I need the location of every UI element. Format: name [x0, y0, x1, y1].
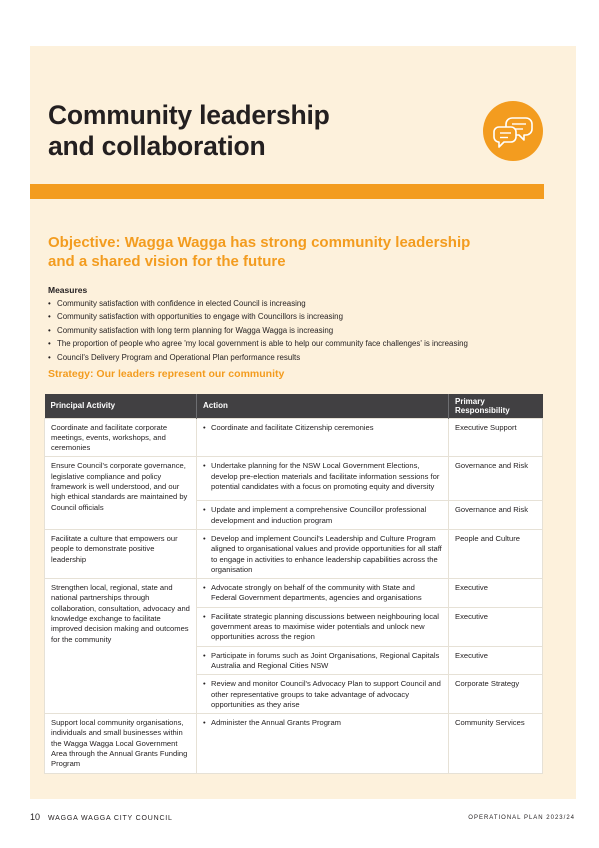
speech-bubbles-icon — [483, 101, 543, 161]
principal-activity-cell: Ensure Council's corporate governance, legislative compliance and policy framework is well understood, and our high ethical standards are maintained by Council officials — [45, 457, 197, 530]
objective-line-1: Objective: Wagga Wagga has strong community leadership — [48, 234, 471, 251]
measure-item: • The proportion of people who agree 'my local government is able to help our community face challenges' is increasing — [48, 337, 468, 350]
page-title-line-2: and collaboration — [48, 131, 266, 161]
section-badge — [483, 101, 543, 161]
responsibility-cell: Executive — [449, 607, 543, 646]
measures-heading: Measures — [48, 285, 88, 295]
action-cell: • Facilitate strategic planning discussions between neighbouring local government areas to maximise wider potentials and unlock new opportunities across the region — [197, 607, 449, 646]
action-cell: • Update and implement a comprehensive Councillor professional development and induction program — [197, 501, 449, 530]
column-header-action: Action — [197, 394, 449, 418]
page-title-line-1: Community leadership — [48, 100, 330, 130]
table-row — [45, 714, 543, 773]
strategy-heading: Strategy: Our leaders represent our community — [48, 368, 285, 380]
responsibility-cell: Executive — [449, 646, 543, 675]
table-row — [45, 579, 543, 608]
accent-divider-bar — [30, 184, 544, 199]
responsibility-cell: Executive — [449, 579, 543, 608]
principal-activity-cell: Coordinate and facilitate corporate meetings, events, workshops, and ceremonies — [45, 418, 197, 457]
strategy-table — [44, 394, 543, 774]
action-cell: • Advocate strongly on behalf of the community with State and Federal Government departments, agencies and organisations — [197, 579, 449, 608]
action-cell: • Develop and implement Council's Leadership and Culture Program aligned to organisational values and provide opportunities for all staff to engage in activities to enhance leadership capabilities across the organisation — [197, 529, 449, 578]
objective-line-2: and a shared vision for the future — [48, 253, 286, 270]
table-row — [45, 418, 543, 457]
measure-item: • Community satisfaction with opportunities to engage with Councillors is increasing — [48, 310, 468, 323]
action-cell: • Undertake planning for the NSW Local Government Elections, develop pre-election materials and facilitate information sessions for potential candidates with a focus on promoting equity and diversity — [197, 457, 449, 501]
table-row — [45, 457, 543, 501]
action-cell: • Review and monitor Council's Advocacy Plan to support Council and other representative groups to take advantage of advocacy opportunities as they arise — [197, 675, 449, 714]
responsibility-cell: Governance and Risk — [449, 501, 543, 530]
table-header-row — [45, 394, 543, 418]
measures-list — [48, 297, 468, 364]
objective-heading — [48, 233, 470, 271]
page-number: 10 — [30, 812, 41, 822]
principal-activity-cell: Support local community organisations, individuals and small businesses within the Wagga Wagga Local Government Area through the Annual Grants Funding Program — [45, 714, 197, 773]
responsibility-cell: Community Services — [449, 714, 543, 773]
principal-activity-cell: Strengthen local, regional, state and national partnerships through collaboration, consultation, advocacy and knowledge exchange to facilitate improved decision making and outcomes for the community — [45, 579, 197, 714]
principal-activity-cell: Facilitate a culture that empowers our people to demonstrate positive leadership — [45, 529, 197, 578]
responsibility-cell: Governance and Risk — [449, 457, 543, 501]
action-cell: • Administer the Annual Grants Program — [197, 714, 449, 773]
table-row — [45, 529, 543, 578]
footer-document-title: OPERATIONAL PLAN 2023/24 — [468, 815, 575, 821]
measure-item: • Community satisfaction with long term planning for Wagga Wagga is increasing — [48, 324, 468, 337]
column-header-activity: Principal Activity — [45, 394, 197, 418]
responsibility-cell: People and Culture — [449, 529, 543, 578]
page-title — [48, 100, 330, 162]
measure-item: • Community satisfaction with confidence in elected Council is increasing — [48, 297, 468, 310]
responsibility-cell: Corporate Strategy — [449, 675, 543, 714]
responsibility-cell: Executive Support — [449, 418, 543, 457]
column-header-responsibility: Primary Responsibility — [449, 394, 543, 418]
action-cell: • Coordinate and facilitate Citizenship ceremonies — [197, 418, 449, 457]
measure-item: • Council's Delivery Program and Operational Plan performance results — [48, 351, 468, 364]
footer-left — [30, 812, 173, 822]
action-cell: • Participate in forums such as Joint Organisations, Regional Capitals Australia and Regional Cities NSW — [197, 646, 449, 675]
footer-organisation: WAGGA WAGGA CITY COUNCIL — [48, 815, 173, 822]
